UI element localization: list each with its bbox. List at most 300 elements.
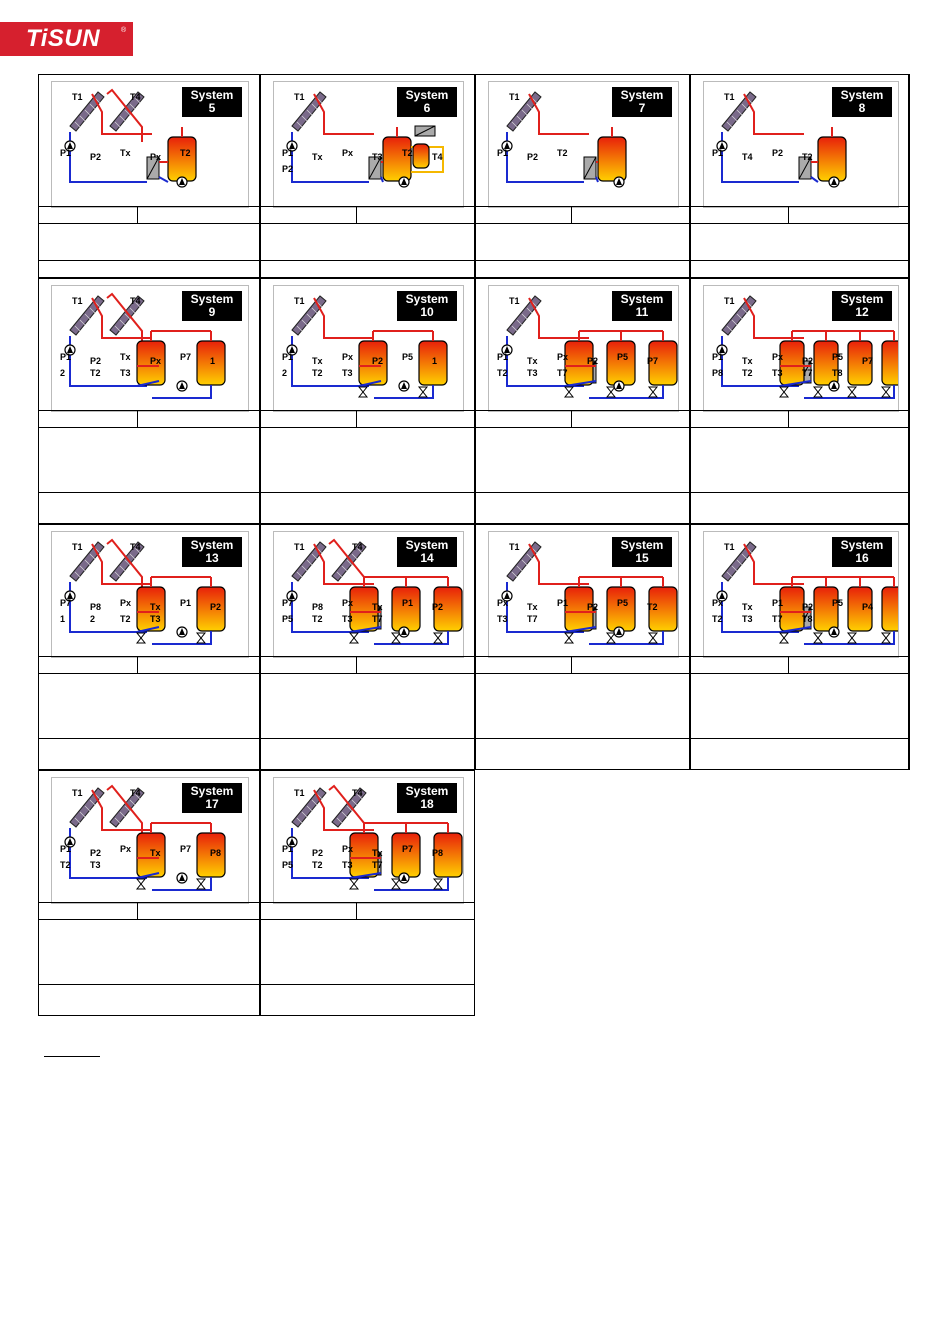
system-number: 16 [855,551,869,565]
system-diagram [51,81,249,208]
valve-icon [814,633,822,643]
pump-icon [399,381,409,391]
diagram-label: T2 [312,368,323,378]
table-rule [261,492,474,493]
pump-icon [399,627,409,637]
diagram-label: P5 [617,598,629,608]
pipe [292,132,369,182]
table-rule [476,427,689,428]
system-title-line1: System [840,88,884,102]
diagram-label: T4 [352,788,363,798]
table-rule [39,492,259,493]
storage-tank-icon [882,341,898,385]
diagram-label: P8 [90,602,102,612]
diagram-label: 2 [90,614,96,624]
diagram-label: P7 [60,598,72,608]
valve-icon [137,633,145,643]
system-title-badge [397,783,457,813]
system-title-line1: System [405,292,449,306]
table-rule [39,223,259,224]
diagram-label: T3 [742,614,753,624]
diagram-label: P2 [312,848,324,858]
diagram-label: Tx [372,602,383,612]
diagram-label: 1 [210,356,216,366]
diagram-label: P1 [60,148,72,158]
diagram-label: P8 [210,848,222,858]
table-rule [261,223,474,224]
table-rule [476,673,689,674]
diagram-label: T4 [352,542,363,552]
pipe [70,336,147,386]
table-rule [691,427,908,428]
diagram-label: T3 [342,614,353,624]
pump-icon [177,873,187,883]
table-rule [261,919,474,920]
diagram-label: T8 [802,614,813,624]
system-title-badge [612,291,672,321]
diagram-label: T4 [742,152,753,162]
table-column-rule [137,206,138,223]
diagram-label: T4 [130,92,141,102]
table-rule [691,206,908,207]
pump-icon [177,177,187,187]
table-column-rule [571,656,572,673]
diagram-label: P1 [497,352,509,362]
diagram-label: T3 [372,152,383,162]
diagram-label: T3 [120,368,131,378]
diagram-label: P1 [60,844,72,854]
diagram-label: P1 [712,352,724,362]
diagram-label: P7 [862,356,874,366]
diagram-label: Px [120,598,132,608]
diagram-label: T7 [772,614,783,624]
system-title-badge [182,783,242,813]
pump-icon [614,627,624,637]
valve-icon [780,633,788,643]
diagram-label: T2 [402,148,413,158]
table-rule [691,738,908,739]
table-rule [39,206,259,207]
system-cell [38,770,260,1016]
system-title-line1: System [190,538,234,552]
diagram-label: T3 [497,614,508,624]
logo-text: TiSUN [26,25,101,52]
diagram-label: T7 [527,614,538,624]
diagram-label: P2 [90,152,102,162]
diagram-label: P1 [557,598,569,608]
pump-icon [829,177,839,187]
diagram-label: P1 [282,148,294,158]
system-title-badge [397,291,457,321]
diagram-label: T2 [647,602,658,612]
table-column-rule [571,410,572,427]
diagram-label: P2 [587,602,599,612]
diagram-label: P1 [497,148,509,158]
valve-icon [197,879,205,889]
table-rule [261,656,474,657]
table-rule [476,206,689,207]
diagram-label: Px [712,598,724,608]
pipe [159,177,168,182]
table-rule [261,902,474,903]
system-cell [38,524,260,770]
table-rule [261,427,474,428]
valve-icon [649,387,657,397]
table-rule [691,410,908,411]
diagram-label: P8 [712,368,724,378]
pump-icon [829,381,839,391]
diagram-label: 1 [432,356,438,366]
diagram-label: P2 [282,164,294,174]
table-rule [261,673,474,674]
table-rule [39,673,259,674]
diagram-label: Tx [742,356,753,366]
diagram-label: T1 [294,92,305,102]
system-diagram [703,285,899,412]
diagram-label: T3 [342,368,353,378]
valve-icon [434,633,442,643]
system-cell [38,74,260,278]
system-title-line1: System [620,88,664,102]
table-column-rule [788,206,789,223]
system-diagram [273,531,464,658]
system-title-badge [397,537,457,567]
table-rule [39,984,259,985]
storage-tank-icon [814,587,838,631]
pipe [292,336,369,386]
system-title-line1: System [190,292,234,306]
storage-tank-icon [598,137,626,181]
diagram-label: P5 [832,352,844,362]
diagram-label: Px [120,844,132,854]
table-rule [39,427,259,428]
tisun-logo [0,22,133,56]
table-rule [39,902,259,903]
system-title-line1: System [190,784,234,798]
diagram-label: P5 [282,614,294,624]
valve-icon [359,387,367,397]
diagram-label: T1 [72,92,83,102]
table-column-rule [788,656,789,673]
diagram-label: P2 [802,602,814,612]
system-cell [690,74,910,278]
pump-icon [399,177,409,187]
pipe [811,177,818,182]
pipe [70,132,147,182]
diagram-label: Tx [150,848,161,858]
diagram-label: Px [497,598,509,608]
diagram-label: P5 [832,598,844,608]
valve-icon [565,387,573,397]
pipe [70,582,147,632]
table-rule [476,223,689,224]
storage-tank-icon [780,341,804,385]
valve-icon [882,633,890,643]
diagram-label: P2 [90,848,102,858]
storage-tank-icon [413,144,429,168]
diagram-label: T7 [372,860,383,870]
diagram-label: P5 [402,352,414,362]
diagram-label: T7 [372,614,383,624]
diagram-label: P4 [862,602,874,612]
diagram-label: T3 [342,860,353,870]
valve-icon [607,633,615,643]
valve-icon [434,879,442,889]
diagram-label: 1 [60,614,66,624]
storage-tank-icon [780,587,804,631]
diagram-label: P7 [282,598,294,608]
diagram-label: T1 [724,542,735,552]
system-title-line1: System [190,88,234,102]
system-number: 9 [208,305,216,319]
valve-icon [848,387,856,397]
system-title-badge [182,87,242,117]
heat-exchanger-icon [584,157,596,179]
pump-icon [829,627,839,637]
valve-icon [350,879,358,889]
table-rule [39,919,259,920]
diagram-label: P2 [802,356,814,366]
diagram-label: T2 [90,368,101,378]
diagram-label: P2 [210,602,222,612]
registered-mark: ® [121,27,127,34]
diagram-label: P5 [617,352,629,362]
storage-tank-icon [383,137,411,181]
table-column-rule [137,410,138,427]
diagram-label: T7 [557,368,568,378]
diagram-label: 2 [60,368,66,378]
diagram-label: T1 [509,542,520,552]
diagram-label: T1 [509,92,520,102]
system-diagram [273,777,464,904]
table-rule [691,223,908,224]
system-diagram [273,81,464,208]
system-cell [475,74,690,278]
valve-icon [649,633,657,643]
table-column-rule [571,206,572,223]
storage-tank-icon [818,137,846,181]
diagram-label: Px [150,152,162,162]
valve-icon [392,633,400,643]
table-rule [261,738,474,739]
pump-icon [177,627,187,637]
diagram-label: P2 [432,602,444,612]
footnote-rule [44,1056,100,1057]
table-rule [39,738,259,739]
system-cell [260,524,475,770]
diagram-label: P7 [180,352,192,362]
system-title-line1: System [840,292,884,306]
diagram-label: T2 [712,614,723,624]
system-title-badge [612,87,672,117]
valve-icon [607,387,615,397]
system-title-line1: System [405,784,449,798]
system-diagram [488,81,679,208]
system-title-badge [832,537,892,567]
system-diagram [703,81,899,208]
diagram-label: T1 [724,92,735,102]
system-cell [260,278,475,524]
system-number: 12 [855,305,869,319]
diagram-label: T7 [802,368,813,378]
table-column-rule [356,206,357,223]
storage-tank-icon [392,587,420,631]
table-column-rule [137,656,138,673]
system-title-line1: System [840,538,884,552]
diagram-label: P1 [402,598,414,608]
system-cell [475,524,690,770]
diagram-label: T2 [312,614,323,624]
system-number: 6 [423,101,431,115]
system-number: 15 [635,551,649,565]
diagram-label: T2 [557,148,568,158]
system-cell [260,74,475,278]
pipe [507,132,584,182]
valve-icon [137,879,145,889]
diagram-label: T4 [130,788,141,798]
diagram-label: T4 [130,296,141,306]
diagram-label: Px [342,352,354,362]
diagram-label: T1 [294,542,305,552]
system-number: 10 [420,305,434,319]
table-rule [39,410,259,411]
diagram-label: T1 [294,788,305,798]
system-title-line1: System [405,538,449,552]
table-rule [476,492,689,493]
table-rule [476,260,689,261]
system-diagram [488,285,679,412]
diagram-label: Px [150,356,162,366]
valve-icon [350,633,358,643]
diagram-label: P1 [282,352,294,362]
diagram-label: P1 [772,598,784,608]
diagram-label: T2 [180,148,191,158]
table-rule [261,260,474,261]
system-title-line1: System [405,88,449,102]
valve-icon [780,387,788,397]
valve-icon [848,633,856,643]
diagram-label: P7 [180,844,192,854]
diagram-label: P8 [312,602,324,612]
diagram-label: Tx [150,602,161,612]
diagram-label: Tx [742,602,753,612]
diagram-label: T2 [802,152,813,162]
diagram-label: 2 [282,368,288,378]
diagram-label: Px [342,148,354,158]
system-title-badge [832,87,892,117]
diagram-label: T4 [432,152,443,162]
diagram-label: P2 [90,356,102,366]
system-diagram [273,285,464,412]
diagram-label: Tx [312,356,323,366]
table-rule [261,984,474,985]
heat-exchanger-icon [415,126,435,136]
diagram-label: T2 [742,368,753,378]
table-column-rule [356,902,357,919]
valve-icon [392,879,400,889]
table-rule [691,673,908,674]
diagram-label: Tx [120,148,131,158]
table-rule [261,410,474,411]
pump-icon [614,177,624,187]
storage-tank-icon [607,587,635,631]
diagram-label: P5 [282,860,294,870]
table-column-rule [137,902,138,919]
valve-icon [419,387,427,397]
diagram-label: P2 [587,356,599,366]
storage-tank-icon [814,341,838,385]
diagram-label: T3 [90,860,101,870]
table-rule [691,492,908,493]
table-rule [691,260,908,261]
diagram-label: T2 [497,368,508,378]
system-title-badge [397,87,457,117]
system-cell [690,278,910,524]
table-rule [476,410,689,411]
system-number: 5 [208,101,216,115]
pipe [722,132,799,182]
diagram-label: T3 [772,368,783,378]
system-cell [475,278,690,524]
system-number: 13 [205,551,219,565]
table-column-rule [356,410,357,427]
diagram-label: Px [342,844,354,854]
table-rule [476,656,689,657]
pump-icon [614,381,624,391]
diagram-label: T1 [72,296,83,306]
diagram-label: T1 [72,788,83,798]
diagram-label: T3 [150,614,161,624]
system-title-badge [182,537,242,567]
system-number: 11 [635,305,649,319]
system-diagram [51,285,249,412]
system-title-badge [182,291,242,321]
valve-icon [814,387,822,397]
storage-tank-icon [392,833,420,877]
pump-icon [399,873,409,883]
diagram-label: P2 [372,356,384,366]
system-diagram [51,531,249,658]
diagram-label: P2 [772,148,784,158]
pipe [70,828,147,878]
diagram-label: Px [342,598,354,608]
table-rule [261,206,474,207]
diagram-label: Tx [527,602,538,612]
valve-icon [565,633,573,643]
storage-tank-icon [607,341,635,385]
diagram-label: Tx [372,848,383,858]
system-cell [260,770,475,1016]
system-number: 14 [420,551,434,565]
table-column-rule [356,656,357,673]
valve-icon [882,387,890,397]
system-title-line1: System [620,292,664,306]
table-rule [691,656,908,657]
table-rule [476,738,689,739]
table-rule [39,260,259,261]
diagram-label: T2 [312,860,323,870]
system-diagram [703,531,899,658]
diagram-label: T1 [509,296,520,306]
diagram-label: Tx [312,152,323,162]
diagram-label: P2 [527,152,539,162]
diagram-label: T8 [832,368,843,378]
system-title-badge [612,537,672,567]
diagram-label: T2 [60,860,71,870]
diagram-label: P8 [432,848,444,858]
system-title-badge [832,291,892,321]
diagram-label: T2 [120,614,131,624]
